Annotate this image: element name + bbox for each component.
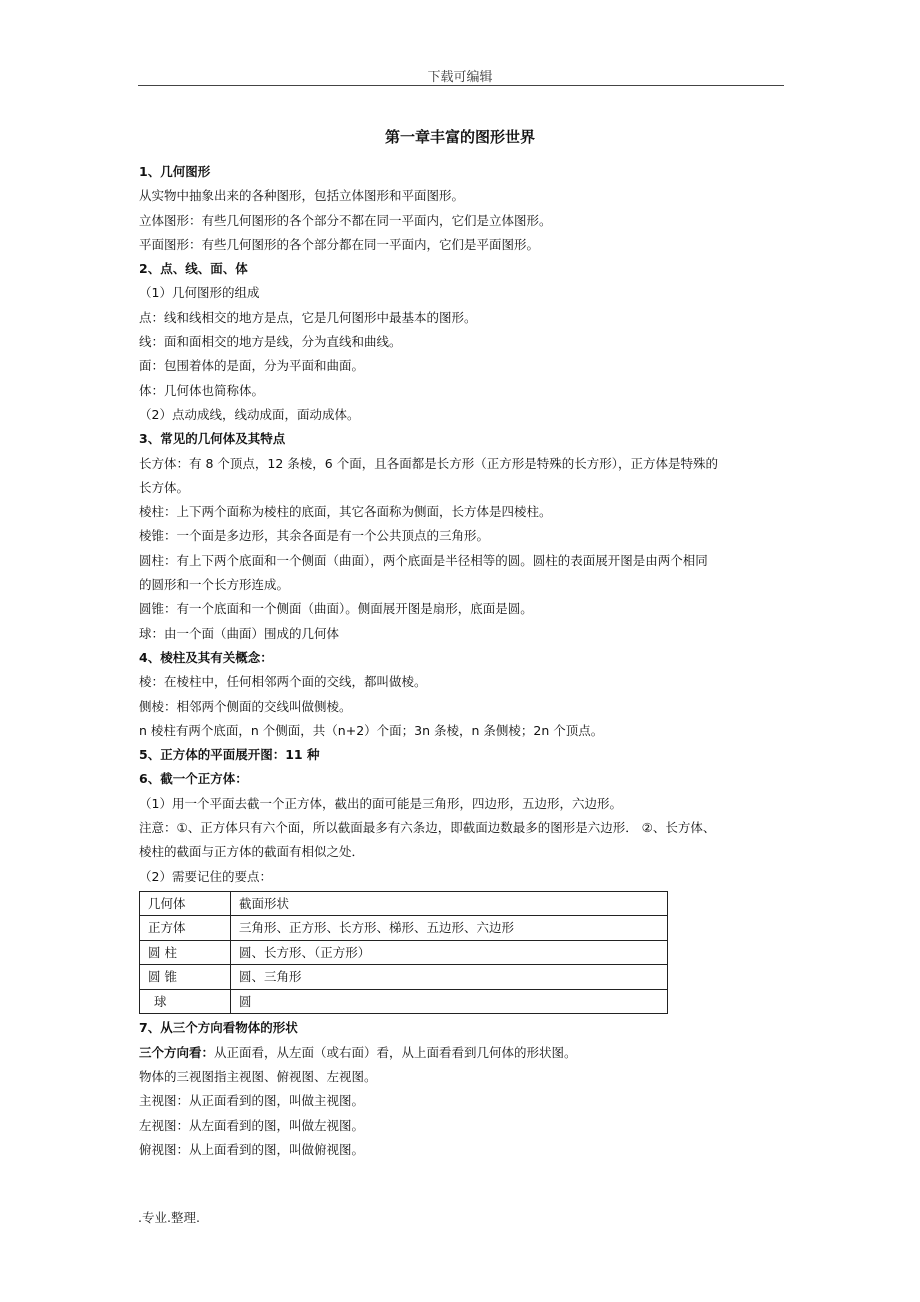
table-cell: 球 — [140, 989, 231, 1014]
paragraph: 棱锥：一个面是多边形，其余各面是有一个公共顶点的三角形。 — [139, 528, 490, 544]
paragraph: n 棱柱有两个底面，n 个侧面，共（n+2）个面；3n 条棱，n 条侧棱；2n 个顶点。 — [139, 722, 604, 738]
paragraph: 从实物中抽象出来的各种图形，包括立体图形和平面图形。 — [139, 188, 465, 204]
page-footer: .专业.整理. — [138, 1210, 200, 1225]
paragraph: 注意：①、正方体只有六个面，所以截面最多有六条边，即截面边数最多的图形是六边形． ②、长方体、 — [139, 820, 716, 836]
paragraph: 棱：在棱柱中，任何相邻两个面的交线，都叫做棱。 — [139, 674, 427, 690]
paragraph — [139, 1041, 789, 1065]
paragraph: 体：几何体也简称体。 — [139, 382, 265, 398]
paragraph: （1）用一个平面去截一个正方体，截出的面可能是三角形，四边形，五边形，六边形。 — [139, 795, 622, 811]
paragraph: （2）点动成线，线动成面，面动成体。 — [139, 406, 360, 422]
paragraph: 棱柱的截面与正方体的截面有相似之处． — [139, 844, 365, 860]
table-row — [140, 916, 668, 941]
paragraph: （1）几何图形的组成 — [139, 285, 260, 301]
table-cell: 圆 锥 — [140, 965, 231, 990]
table-row — [140, 989, 668, 1014]
paragraph: 面：包围着体的是面，分为平面和曲面。 — [139, 358, 365, 374]
section-heading-6: 6、截一个正方体： — [139, 771, 248, 787]
header-divider — [138, 85, 784, 86]
paragraph: 球：由一个面（曲面）围成的几何体 — [139, 625, 340, 641]
table-cell: 圆 柱 — [140, 940, 231, 965]
paragraph: 点：线和线相交的地方是点，它是几何图形中最基本的图形。 — [139, 309, 477, 325]
paragraph: 圆锥：有一个底面和一个侧面（曲面）。侧面展开图是扇形，底面是圆。 — [139, 601, 533, 617]
paragraph: 立体图形：有些几何图形的各个部分不都在同一平面内，它们是立体图形。 — [139, 212, 552, 228]
table-row — [140, 940, 668, 965]
table-cell: 圆、长方形、（正方形） — [231, 940, 668, 965]
chapter-title: 第一章丰富的图形世界 — [384, 128, 535, 146]
paragraph: 棱柱：上下两个面称为棱柱的底面，其它各面称为侧面，长方体是四棱柱。 — [139, 504, 552, 520]
table-header-cell: 几何体 — [140, 891, 231, 916]
section-heading-5: 5、正方体的平面展开图：11 种 — [139, 747, 320, 763]
paragraph: 长方体：有 8 个顶点，12 条棱，6 个面，且各面都是长方形（正方形是特殊的长方形），正方体是特殊的 — [139, 455, 718, 471]
paragraph: 物体的三视图指主视图、俯视图、左视图。 — [139, 1069, 377, 1084]
paragraph: 主视图：从正面看到的图，叫做主视图。 — [139, 1093, 365, 1109]
section-heading-1: 1、几何图形 — [139, 164, 211, 179]
table-header-cell: 截面形状 — [231, 891, 668, 916]
section-heading-7: 7、从三个方向看物体的形状 — [139, 1020, 298, 1036]
table-row — [140, 965, 668, 990]
section-heading-4: 4、棱柱及其有关概念： — [139, 649, 273, 665]
paragraph: 长方体。 — [139, 479, 190, 495]
paragraph: 俯视图：从上面看到的图，叫做俯视图。 — [139, 1141, 365, 1157]
table-cell: 圆 — [231, 989, 668, 1014]
paragraph: 的圆形和一个长方形连成。 — [139, 577, 290, 593]
table-cell: 正方体 — [140, 916, 231, 941]
section-heading-2: 2、点、线、面、体 — [139, 261, 248, 277]
page-header: 下载可编辑 — [427, 70, 493, 85]
paragraph-rest: 从正面看，从左面（或右面）看，从上面看看到几何体的形状图。 — [214, 1044, 577, 1060]
table-header-row — [140, 891, 668, 916]
cross-section-table — [139, 891, 668, 1015]
bold-lead: 三个方向看： — [139, 1044, 215, 1060]
document-body — [139, 160, 789, 1162]
table-cell: 圆、三角形 — [231, 965, 668, 990]
paragraph: 圆柱：有上下两个底面和一个侧面（曲面），两个底面是半径相等的圆。圆柱的表面展开图是由两个相同 — [139, 552, 708, 568]
section-heading-3: 3、常见的几何体及其特点 — [139, 431, 286, 447]
table-cell: 三角形、正方形、长方形、梯形、五边形、六边形 — [231, 916, 668, 941]
paragraph: 平面图形：有些几何图形的各个部分都在同一平面内，它们是平面图形。 — [139, 236, 540, 252]
paragraph: 线：面和面相交的地方是线，分为直线和曲线。 — [139, 334, 402, 350]
paragraph: 侧棱：相邻两个侧面的交线叫做侧棱。 — [139, 698, 352, 714]
paragraph: 左视图：从左面看到的图，叫做左视图。 — [139, 1117, 365, 1133]
paragraph: （2）需要记住的要点： — [139, 868, 272, 884]
